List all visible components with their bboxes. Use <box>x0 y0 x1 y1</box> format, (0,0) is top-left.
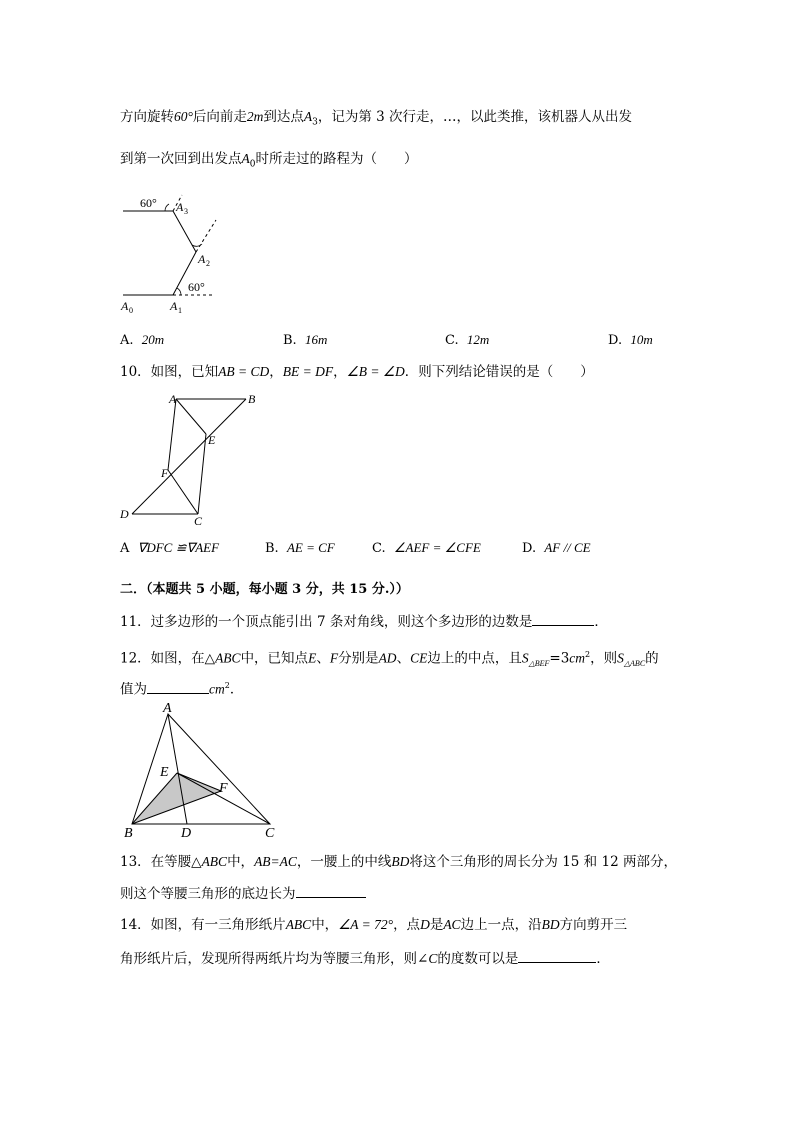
fig12-label-a: A <box>163 701 172 716</box>
fig9-angle-bottom: 60° <box>188 280 205 294</box>
q12-line-2: 值为 $cm^2$． <box>120 676 243 700</box>
q14-line-1: 14．如图，有一三角形纸片ABC中，∠A = 72°，点D是AC边上一点，沿BD方向剪开三 <box>120 917 628 933</box>
q13-answer-blank[interactable] <box>296 883 366 898</box>
fig9-label-a1: A <box>170 299 178 313</box>
q9-line-2: 到第一次回到出发点$A_0$时所走过的路程为（ ） <box>120 151 418 170</box>
q13-line-2: 则这个等腰三角形的底边长为 <box>120 883 366 904</box>
fig10-label-f: F <box>161 466 169 480</box>
q12-line-1: 12．如图，在△ABC中，已知点E、F分别是AD、CE边上的中点，且$S_{\triangle BEF}=3cm^2$，则$S_{\triangle ABC}$的 <box>120 650 659 669</box>
q9-option-b[interactable]: B. 16m <box>283 332 328 348</box>
fig10-label-c: C <box>194 514 203 528</box>
fig9-label-a0: A <box>121 299 129 313</box>
q11-text: 11．过多边形的一个顶点能引出 7 条对角线，则这个多边形的边数是 ． <box>120 611 608 632</box>
fig9-label-a1-sub: 1 <box>178 306 182 315</box>
q13-line-1: 13．在等腰△ABC中，AB=AC，一腰上的中线BD将这个三角形的周长分为 15 和 12 两部分， <box>120 854 677 870</box>
q12-answer-blank[interactable] <box>147 679 209 694</box>
q10-stem: 10．如图，已知AB = CD，BE = DF，∠B = ∠D．则下列结论错误的是（ ） <box>120 364 594 380</box>
q9-option-d[interactable]: D. 10m <box>608 332 653 348</box>
fig10-label-b: B <box>248 392 256 406</box>
fig12-label-f: F <box>219 781 228 796</box>
q14-line-2: 角形纸片后，发现所得两纸片均为等腰三角形，则∠C的度数可以是 ． <box>120 948 610 969</box>
q10-option-b[interactable]: B. AE = CF <box>265 540 335 556</box>
q10-option-a[interactable]: A ∇DFC ≌∇AEF <box>120 540 220 556</box>
section-2-heading: 二．（本题共 5 小题，每小题 3 分，共 15 分.）） <box>120 582 409 597</box>
q9-option-a[interactable]: A. 20m <box>120 332 165 348</box>
fig9-label-a0-sub: 0 <box>129 306 133 315</box>
fig12-label-e: E <box>160 765 169 780</box>
q10-option-c[interactable]: C. ∠AEF = ∠CFE <box>372 540 481 556</box>
fig10-label-a: A <box>169 392 177 406</box>
q14-answer-blank[interactable] <box>518 948 596 963</box>
fig9-label-a2: A <box>198 252 206 266</box>
fig9-label-a2-sub: 2 <box>206 259 210 268</box>
fig9-label-a3: A <box>176 200 184 214</box>
fig9-label-a3-sub: 3 <box>184 207 188 216</box>
q12-figure <box>120 700 285 840</box>
fig9-angle-top: 60° <box>140 196 157 210</box>
q9-line-1: 方向旋转60°后向前走2m到达点$A_3$，记为第 3 次行走，…，以此类推，该机器人从出发 <box>120 109 633 128</box>
fig10-label-e: E <box>208 433 216 447</box>
fig12-label-c: C <box>265 826 275 841</box>
fig12-label-b: B <box>124 826 133 841</box>
q9-robot-path-figure <box>118 185 228 320</box>
q10-option-d[interactable]: D. AF // CE <box>522 540 591 556</box>
q10-figure <box>118 392 268 527</box>
q11-answer-blank[interactable] <box>532 611 594 626</box>
fig12-label-d: D <box>181 826 192 841</box>
q9-option-c[interactable]: C. 12m <box>445 332 490 348</box>
fig10-label-d: D <box>120 507 129 521</box>
